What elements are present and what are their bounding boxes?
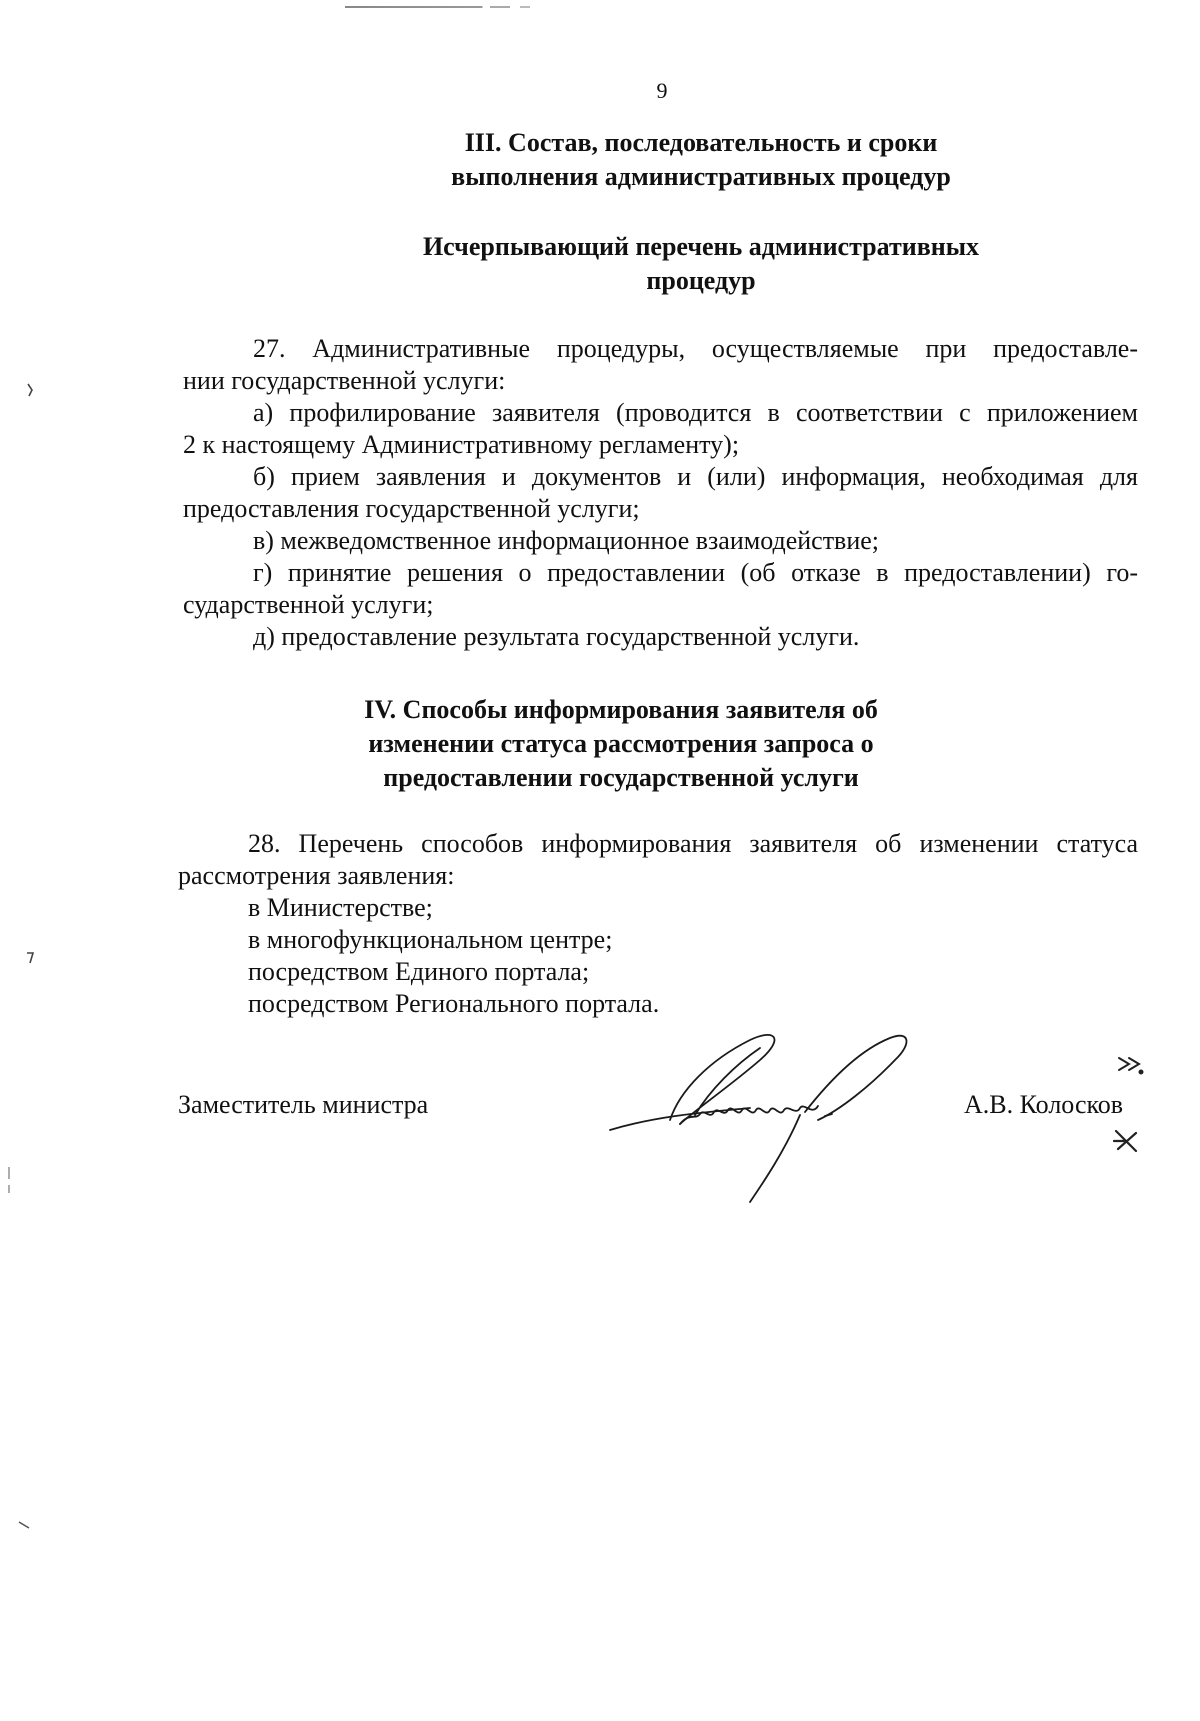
item-27-line: 2 к настоящему Административному регламенту); [183, 430, 740, 459]
scan-speck [25, 950, 35, 966]
item-28-line: посредством Единого портала; [248, 957, 590, 986]
section-3-title [210, 126, 1192, 194]
item-28-line: в многофункциональном центре; [248, 925, 613, 954]
item-27-line: в) межведомственное информационное взаимодействие; [253, 526, 880, 555]
item-27-line: а) профилирование заявителя (проводится в соответствии с приложением [253, 398, 1138, 427]
signatory-name: А.В. Колосков [964, 1090, 1124, 1119]
section-3-subtitle [210, 230, 1192, 298]
item-28-line: 28. Перечень способов информирования заявителя об изменении статуса [248, 829, 1138, 858]
scan-speck [25, 382, 35, 398]
section-4-title [130, 693, 1112, 795]
signatory-role: Заместитель министра [178, 1090, 429, 1119]
section-4-title-line-2: изменении статуса рассмотрения запроса о [368, 729, 874, 758]
item-28-line: посредством Регионального портала. [248, 989, 660, 1018]
item-27-line: сударственной услуги; [183, 590, 434, 619]
item-28-line: в Министерстве; [248, 893, 433, 922]
item-27-line: 27. Административные процедуры, осуществляемые при предоставле- [253, 334, 1138, 363]
section-3-title-line-2: выполнения административных процедур [451, 162, 951, 191]
item-27-line: д) предоставление результата государственной услуги. [253, 622, 860, 651]
scan-speck [6, 1165, 12, 1195]
handwritten-signature [600, 1020, 960, 1210]
item-27-paragraph [183, 333, 1138, 653]
section-4-title-line-3: предоставлении государственной услуги [383, 763, 859, 792]
item-27-line: г) принятие решения о предоставлении (об отказе в предоставлении) го- [253, 558, 1138, 587]
margin-mark-cross [1112, 1127, 1142, 1155]
scan-speck [18, 1520, 30, 1530]
item-28-line: рассмотрения заявления: [178, 861, 455, 890]
section-3-subtitle-line-1: Исчерпывающий перечень административных [422, 232, 980, 261]
item-27-line: б) прием заявления и документов и (или) информация, необходимая для [253, 462, 1138, 491]
margin-mark-arrows [1115, 1052, 1145, 1078]
section-3-subtitle-line-2: процедур [646, 266, 756, 295]
page-number: 9 [656, 78, 668, 103]
scan-artifact-line [345, 6, 595, 8]
item-27-line: нии государственной услуги: [183, 366, 506, 395]
item-28-paragraph [178, 828, 1138, 1020]
item-27-line: предоставления государственной услуги; [183, 494, 640, 523]
section-3-title-line-1: III. Состав, последовательность и сроки [464, 128, 938, 157]
section-4-title-line-1: IV. Способы информирования заявителя об [364, 695, 878, 724]
